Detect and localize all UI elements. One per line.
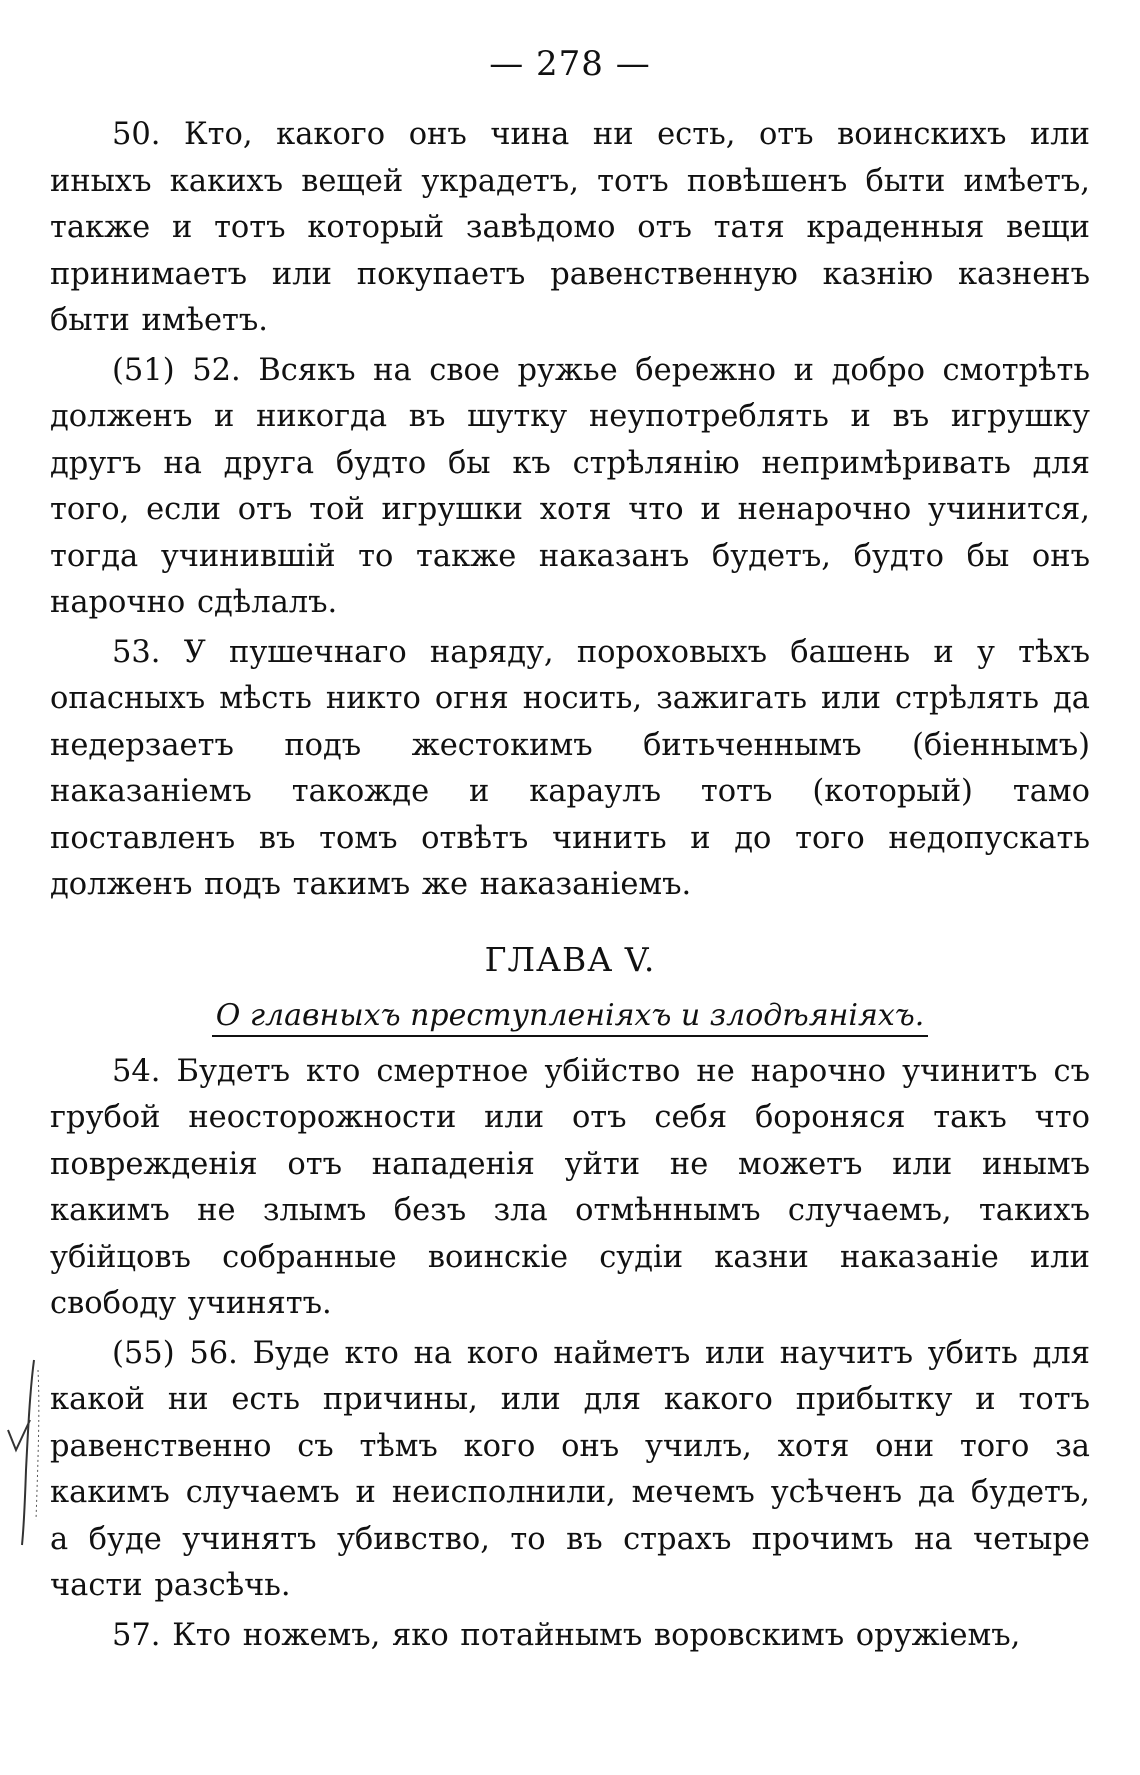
chapter-heading: ГЛАВА V.: [484, 939, 656, 979]
chapter-subtitle-text: О главныхъ преступленіяхъ и злодѣяніяхъ.: [212, 998, 929, 1037]
paragraph-52: (51) 52. Всякъ на свое ружье бережно и добро смотрѣть долженъ и никогда въ шутку неупотреблять и въ игрушку другъ на друга будто бы къ стрѣлянію непримѣривать для того, если отъ той игрушки хотя что и ненарочно учинится, тогда учинившій то также наказанъ будетъ, будто бы онъ нарочно сдѣлалъ.: [50, 352, 1090, 620]
section-after-chapter: [50, 1049, 1090, 1660]
paragraph-50: 50. Кто, какого онъ чина ни есть, отъ воинскихъ или иныхъ какихъ вещей украдетъ, тотъ повѣшенъ быти имѣетъ, также и тотъ который завѣдомо отъ татя краденныя вещи принимаетъ или покупаетъ равенственную казнію казненъ быти имѣетъ.: [50, 117, 1090, 338]
paragraph-56: (55) 56. Буде кто на кого найметъ или научитъ убить для какой ни есть причины, или для какого прибытку и тотъ равенственно съ тѣмъ кого онъ училъ, хотя они того за какимъ случаемъ и неисполнили, мечемъ усѣченъ да будетъ, а буде учинятъ убивство, то въ страхъ прочимъ на четыре части разсѣчь.: [50, 1335, 1090, 1603]
paragraph-53: 53. У пушечнаго наряду, пороховыхъ башень и у тѣхъ опасныхъ мѣсть никто огня носить, зажигать или стрѣлять да недерзаетъ подъ жестокимъ битьченнымъ (біеннымъ) наказаніемъ такожде и караулъ тотъ (который) тамо поставленъ въ томъ отвѣтъ чинить и до того недопускать долженъ подъ такимъ же наказаніемъ.: [50, 634, 1090, 902]
paragraph-57: 57. Кто ножемъ, яко потайнымъ воровскимъ оружіемъ,: [112, 1617, 1021, 1653]
page-number: — 278 —: [489, 44, 651, 84]
section-before-chapter: [50, 112, 1090, 909]
chapter-subtitle: [50, 993, 1090, 1039]
document-page: [50, 40, 1090, 1659]
paragraph-54: 54. Будетъ кто смертное убійство не нарочно учинитъ съ грубой неосторожности или отъ себя бороняся такъ что поврежденія отъ нападенія уйти не можетъ или инымъ какимъ не злымъ безъ зла отмѣннымъ случаемъ, такихъ убійцовъ собранные воинскіе судіи казни наказаніе или свободу учинятъ.: [50, 1053, 1090, 1321]
handwritten-margin-mark: [4, 1350, 52, 1550]
